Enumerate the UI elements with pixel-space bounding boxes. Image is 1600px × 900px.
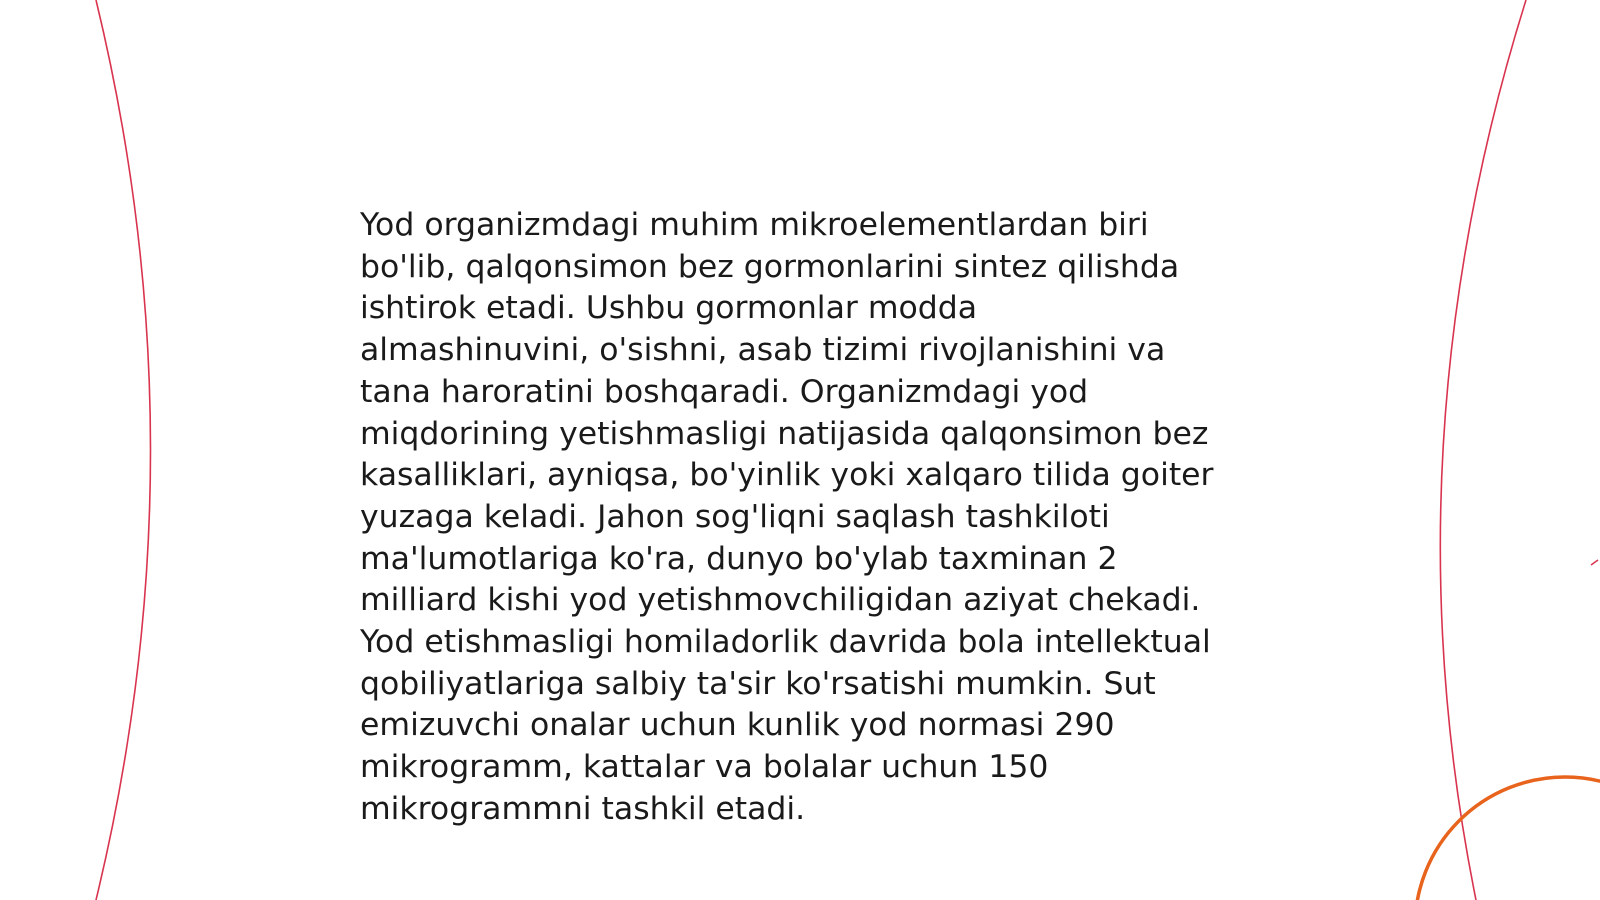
body-line: almashinuvini, o'sishni, asab tizimi rivojlanishini va xyxy=(360,332,1166,369)
body-paragraph xyxy=(360,205,1260,831)
right-curve-line xyxy=(1440,0,1526,900)
left-curve-line xyxy=(96,0,151,900)
orange-circle-arc xyxy=(1415,777,1600,900)
body-line: Yod organizmdagi muhim mikroelementlardan biri xyxy=(360,207,1149,243)
body-line: Yod etishmasligi homiladorlik davrida bola intellektual xyxy=(360,624,1211,661)
right-edge-mark xyxy=(1591,560,1598,565)
body-line: qobiliyatlariga salbiy ta'sir ko'rsatishi mumkin. Sut xyxy=(360,665,1156,702)
body-line: ishtirok etadi. Ushbu gormonlar modda xyxy=(360,290,978,327)
body-line: tana haroratini boshqaradi. Organizmdagi yod xyxy=(360,373,1089,410)
body-line: mikrogrammni tashkil etadi. xyxy=(360,790,806,827)
body-line: milliard kishi yod yetishmovchiligidan aziyat chekadi. xyxy=(360,582,1201,619)
body-line: ma'lumotlariga ko'ra, dunyo bo'ylab taxminan 2 xyxy=(360,540,1118,577)
body-line: yuzaga keladi. Jahon sog'liqni saqlash tashkiloti xyxy=(360,498,1110,535)
body-line: emizuvchi onalar uchun kunlik yod normasi 290 xyxy=(360,707,1115,744)
body-line: miqdorining yetishmasligi natijasida qalqonsimon bez xyxy=(360,415,1209,452)
body-line: mikrogramm, kattalar va bolalar uchun 150 xyxy=(360,749,1049,786)
body-line: bo'lib, qalqonsimon bez gormonlarini sintez qilishda xyxy=(360,248,1180,285)
body-line: kasalliklari, ayniqsa, bo'yinlik yoki xalqaro tilida goiter xyxy=(360,457,1214,494)
